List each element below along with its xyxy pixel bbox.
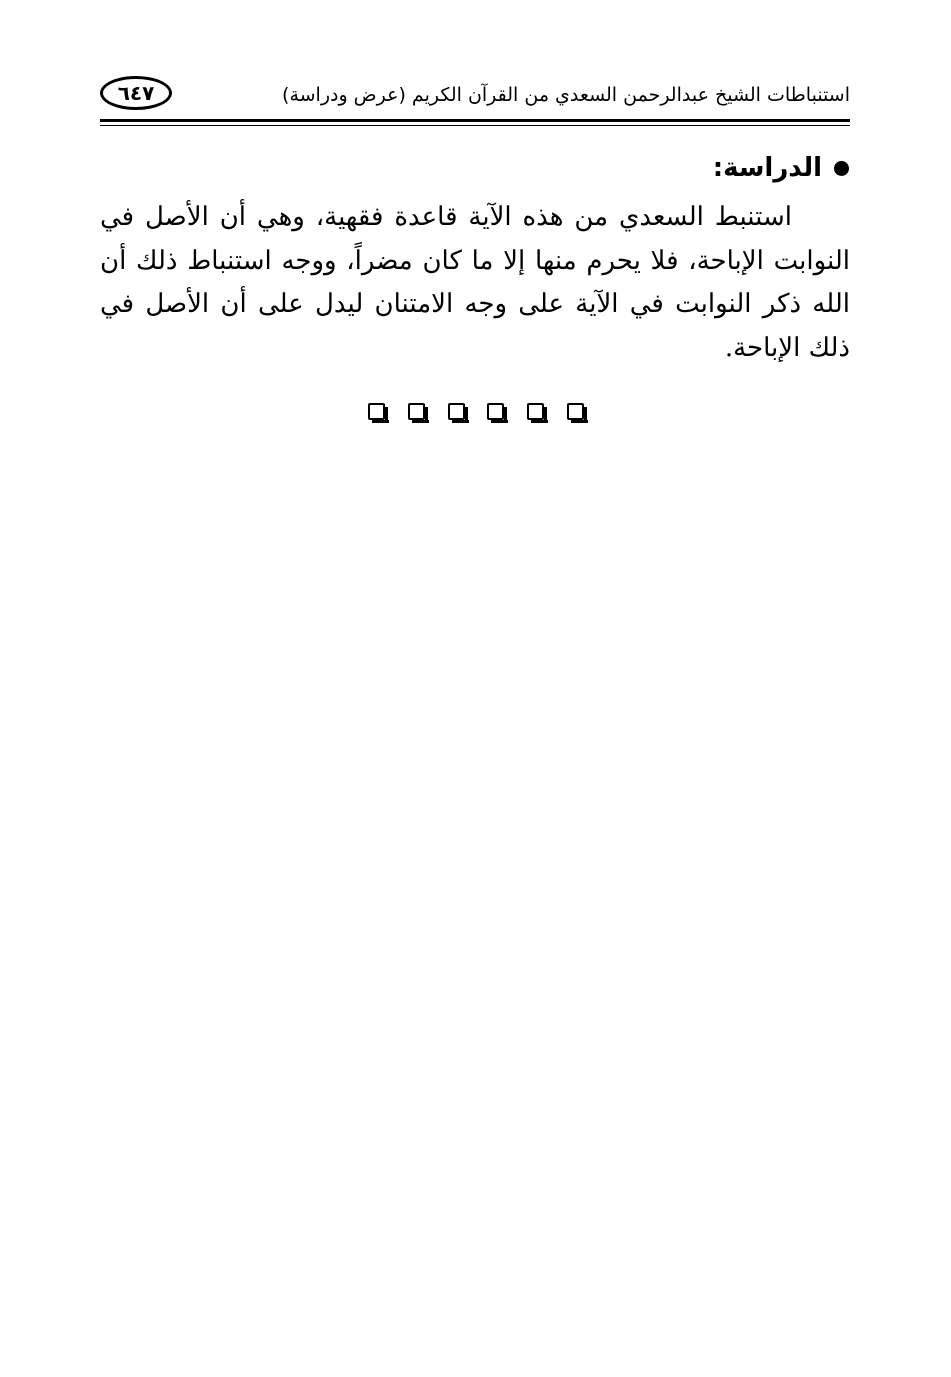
page-header [100,72,850,118]
square-box-icon [567,403,584,420]
body-paragraph [100,196,850,370]
header-rule-thick [100,119,850,122]
running-title: استنباطات الشيخ عبدالرحمن السعدي من القرآن الكريم (عرض ودراسة) [282,84,850,106]
square-box-icon [408,403,425,420]
bullet-icon [834,161,849,176]
page-number-badge: ٦٤٧ [100,76,172,110]
section-heading-text: الدراسة: [712,153,822,183]
square-box-icon [368,403,385,420]
square-box-icon [448,403,465,420]
section-heading [713,150,849,186]
body-paragraph-text: استنبط السعدي من هذه الآية قاعدة فقهية، وهي أن الأصل في النوابت الإباحة، فلا يحرم منها إلا ما كان مضراً، ووجه استنباط ذلك أن الله ذكر النوابت في الآية على وجه الامتنان ليدل على أن الأصل في ذلك الإباحة. [100,202,850,363]
section-end-ornament [368,403,584,425]
header-rule-thin [100,125,850,126]
square-box-icon [487,403,504,420]
square-box-icon [527,403,544,420]
